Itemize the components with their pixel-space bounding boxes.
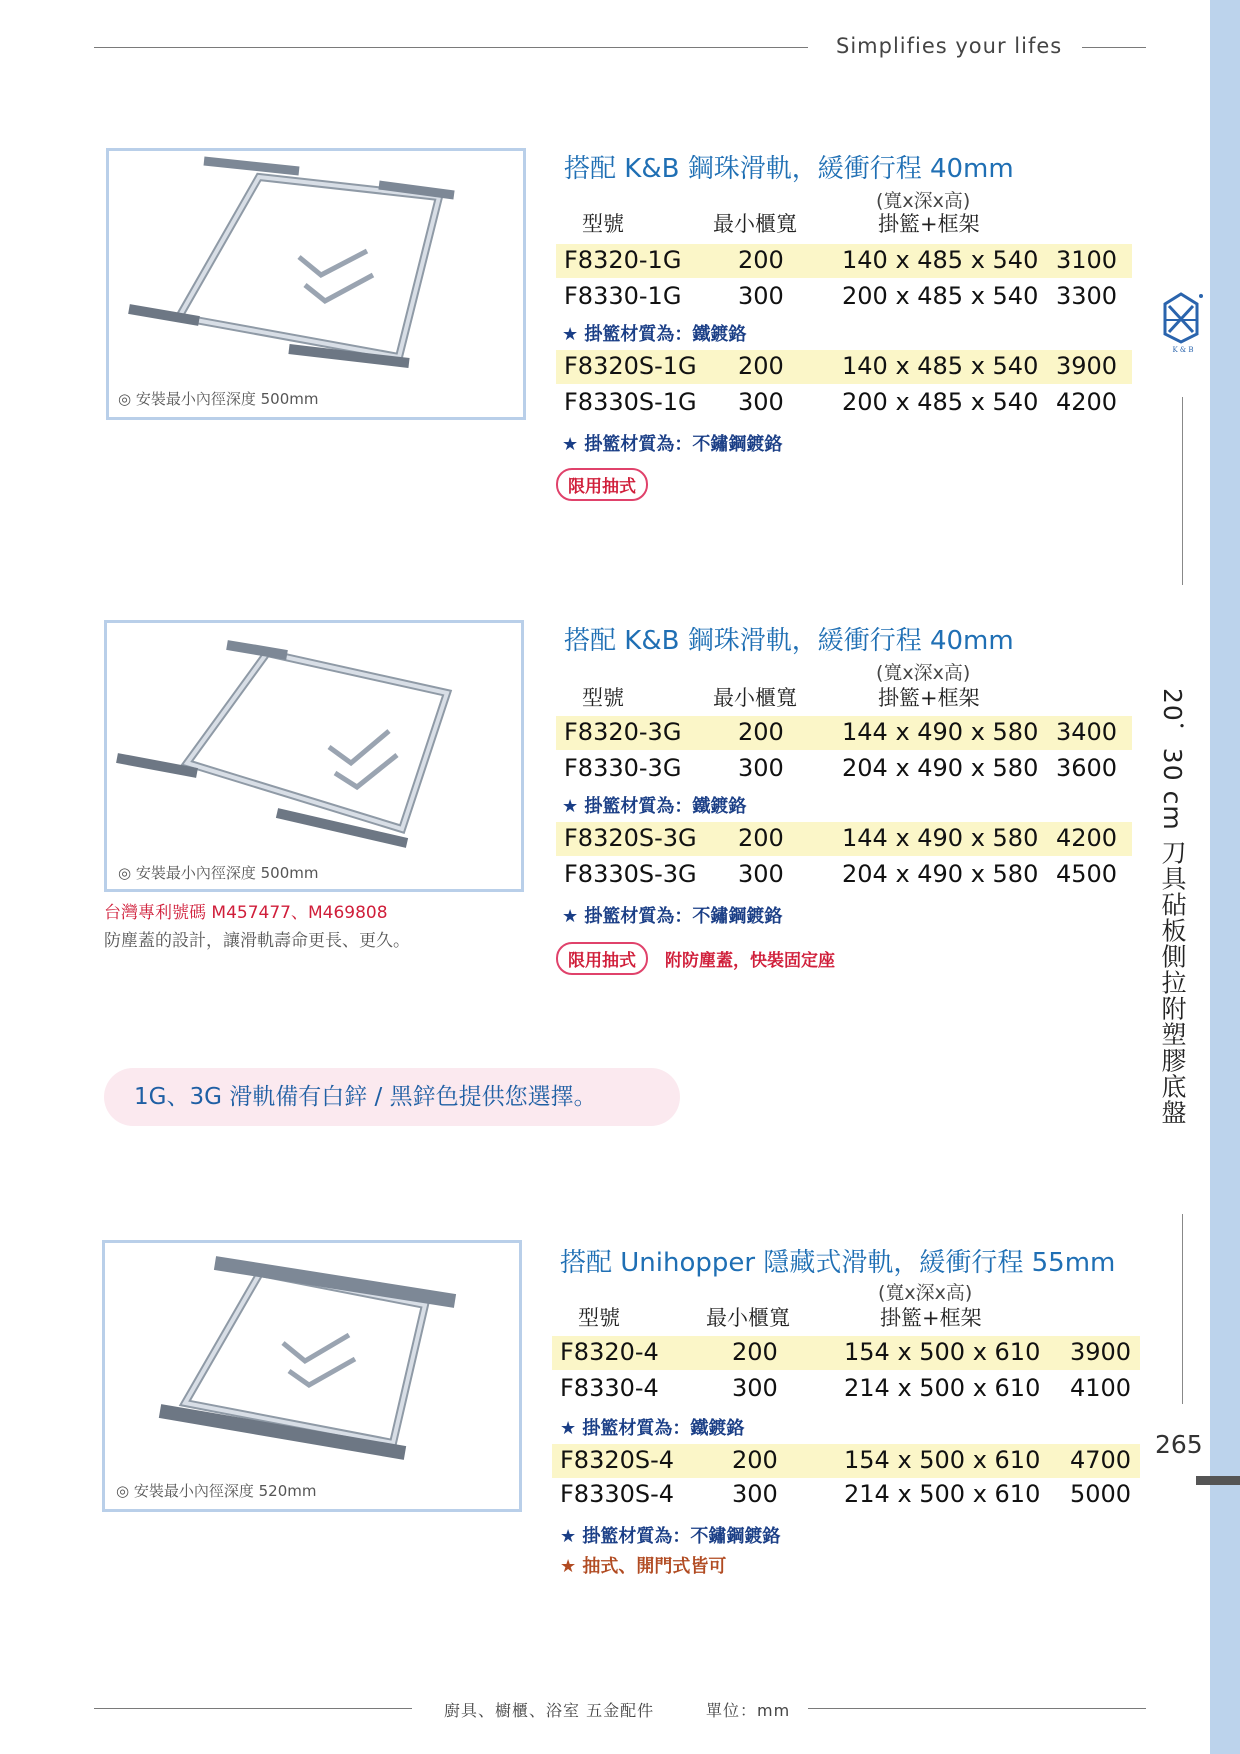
dust-cover-note: 附防塵蓋，快裝固定座 [665,951,835,971]
min-width-cell: 300 [738,388,784,416]
min-width-cell: 300 [732,1480,778,1508]
price-cell: 3100 [1056,246,1118,274]
min-width-header: 最小櫃寬 [706,1306,790,1330]
material-note: ★ 掛籃材質為：鐵鍍鉻 [562,796,747,817]
install-depth-caption: ◎ 安裝最小內徑深度 500mm [118,390,319,408]
dims-header: (寬x深x高) [876,190,971,212]
model-cell: F8320-3G [564,718,682,746]
usage-note: ★ 抽式、開門式皆可 [560,1556,727,1577]
model-cell: F8330S-1G [564,388,697,416]
min-width-cell: 300 [738,860,784,888]
table-row [556,752,1132,786]
model-cell: F8320-4 [560,1338,659,1366]
model-cell: F8320S-1G [564,352,697,380]
dims-cell: 200 x 485 x 540 [842,282,1039,310]
material-note: ★ 掛籃材質為：鐵鍍鉻 [560,1418,745,1439]
price-cell: 3300 [1056,282,1118,310]
section-title: 搭配 Unihopper 隱藏式滑軌，緩衝行程 55mm [560,1248,1116,1278]
dims-cell: 214 x 500 x 610 [844,1480,1041,1508]
table-row [556,350,1132,384]
model-cell: F8330-1G [564,282,682,310]
brand-logo [1161,290,1205,360]
min-width-cell: 300 [738,282,784,310]
dims-cell: 154 x 500 x 610 [844,1446,1041,1474]
model-header: 型號 [582,686,624,710]
header-rule-right [1082,47,1146,48]
slide-frame-illustration [107,623,521,889]
dims-cell: 154 x 500 x 610 [844,1338,1041,1366]
side-rule-top [1182,397,1183,585]
page-marker-bar [1196,1476,1240,1485]
side-rule-bottom [1182,1214,1183,1404]
color-option-banner: 1G、3G 滑軌備有白鋅 / 黑鋅色提供您選擇。 [104,1068,680,1126]
price-cell: 4500 [1056,860,1118,888]
model-header: 型號 [582,212,624,236]
footer-rule-right [808,1708,1146,1709]
model-header: 型號 [578,1306,620,1330]
product-image-3g [104,620,524,892]
section-side-title: 20．30 cm 刀具砧板側拉附塑膠底盤 [1158,688,1187,1126]
min-width-cell: 300 [738,754,784,782]
logo-text: K & B [1172,346,1194,354]
min-width-cell: 300 [732,1374,778,1402]
table-row [556,386,1132,420]
price-cell: 4200 [1056,824,1118,852]
side-color-strip [1210,0,1240,1754]
material-note: ★ 掛籃材質為：不鏽鋼鍍鉻 [562,434,783,455]
dims-cell: 204 x 490 x 580 [842,754,1039,782]
price-header: 掛籃+框架 [878,212,980,236]
price-cell: 5000 [1070,1480,1132,1508]
model-cell: F8320-1G [564,246,682,274]
drawer-only-badge: 限用抽式 [556,468,648,501]
footer-category: 廚具、櫥櫃、浴室 五金配件 [444,1701,655,1720]
slide-frame-illustration [109,151,523,417]
patent-number: 台灣專利號碼 M457477、M469808 [104,903,388,923]
page-number: 265 [1155,1430,1203,1459]
header-rule-left [94,47,808,48]
price-header: 掛籃+框架 [878,686,980,710]
model-cell: F8330-4 [560,1374,659,1402]
model-cell: F8330S-4 [560,1480,675,1508]
dims-cell: 214 x 500 x 610 [844,1374,1041,1402]
header-slogan: Simplifies your lifes [836,34,1063,58]
section-title: 搭配 K&B 鋼珠滑軌，緩衝行程 40mm [564,626,1014,656]
table-row [556,716,1132,750]
dims-header: (寬x深x高) [876,662,971,684]
min-width-cell: 200 [738,352,784,380]
dims-cell: 144 x 490 x 580 [842,718,1039,746]
model-cell: F8320S-4 [560,1446,675,1474]
table-row [556,858,1132,892]
dims-cell: 144 x 490 x 580 [842,824,1039,852]
price-cell: 4700 [1070,1446,1132,1474]
table-row [556,822,1132,856]
price-cell: 3600 [1056,754,1118,782]
product-image-1g [106,148,526,420]
price-cell: 4200 [1056,388,1118,416]
model-cell: F8330-3G [564,754,682,782]
table-row [552,1372,1140,1406]
min-width-cell: 200 [738,718,784,746]
table-row [556,280,1132,314]
min-width-cell: 200 [738,246,784,274]
install-depth-caption: ◎ 安裝最小內徑深度 520mm [116,1482,317,1500]
model-cell: F8320S-3G [564,824,697,852]
price-header: 掛籃+框架 [880,1306,982,1330]
product-image-4 [102,1240,522,1512]
table-row [552,1478,1140,1512]
drawer-only-badge: 限用抽式 [556,942,648,975]
dims-cell: 204 x 490 x 580 [842,860,1039,888]
material-note: ★ 掛籃材質為：不鏽鋼鍍鉻 [562,906,783,927]
model-cell: F8330S-3G [564,860,697,888]
min-width-cell: 200 [732,1338,778,1366]
price-cell: 4100 [1070,1374,1132,1402]
dims-cell: 140 x 485 x 540 [842,246,1039,274]
material-note: ★ 掛籃材質為：不鏽鋼鍍鉻 [560,1526,781,1547]
install-depth-caption: ◎ 安裝最小內徑深度 500mm [118,864,319,882]
slide-frame-illustration [105,1243,519,1509]
dims-cell: 200 x 485 x 540 [842,388,1039,416]
material-note: ★ 掛籃材質為：鐵鍍鉻 [562,324,747,345]
price-cell: 3400 [1056,718,1118,746]
min-width-cell: 200 [732,1446,778,1474]
price-cell: 3900 [1056,352,1118,380]
min-width-header: 最小櫃寬 [713,212,797,236]
dims-header: (寬x深x高) [878,1282,973,1304]
min-width-cell: 200 [738,824,784,852]
footer-unit: 單位：mm [706,1701,791,1720]
table-row [552,1336,1140,1370]
table-row [552,1444,1140,1478]
min-width-header: 最小櫃寬 [713,686,797,710]
table-row [556,244,1132,278]
dims-cell: 140 x 485 x 540 [842,352,1039,380]
patent-description: 防塵蓋的設計，讓滑軌壽命更長、更久。 [104,931,410,951]
footer-rule-left [94,1708,412,1709]
section-title: 搭配 K&B 鋼珠滑軌，緩衝行程 40mm [564,154,1014,184]
price-cell: 3900 [1070,1338,1132,1366]
